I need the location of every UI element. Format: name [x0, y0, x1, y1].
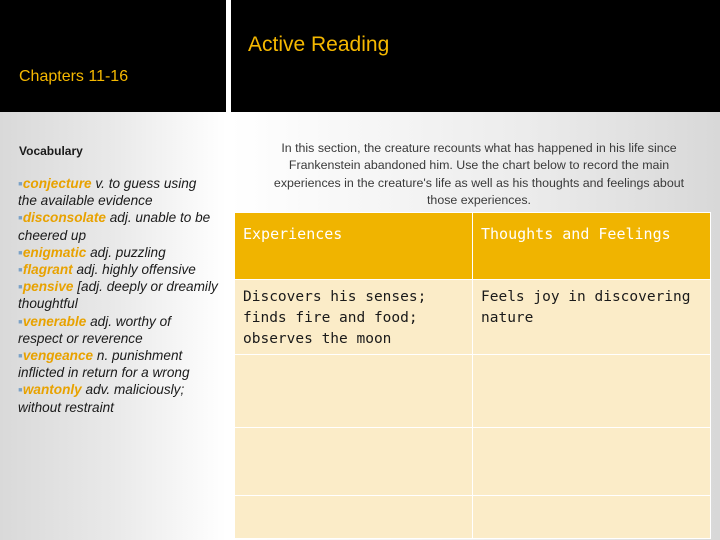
vocab-definition: v. to guess using the available evidence	[18, 176, 197, 209]
vocab-word: vengeance	[22, 348, 94, 364]
bullet-icon: ▪	[18, 313, 23, 329]
bullet-icon: ▪	[18, 382, 23, 398]
experience-cell[interactable]	[235, 355, 473, 428]
vocab-definition: n. punishment inflicted in return for a wrong	[18, 348, 190, 381]
table-row	[235, 428, 711, 496]
feelings-cell[interactable]	[473, 355, 711, 428]
bullet-icon: ▪	[18, 279, 23, 295]
header-band-left	[0, 0, 226, 112]
experiences-chart	[234, 212, 711, 539]
bullet-icon: ▪	[18, 176, 23, 191]
vocab-word: wantonly	[22, 382, 82, 398]
page-title: Active Reading	[248, 33, 390, 56]
experience-cell[interactable]	[235, 496, 473, 539]
table-row	[235, 355, 711, 428]
bullet-icon: ▪	[18, 244, 23, 260]
vocab-definition: [adj. deeply or dreamily thoughtful	[18, 279, 218, 312]
bullet-icon: ▪	[18, 348, 23, 364]
vocab-item	[18, 347, 218, 381]
feelings-cell[interactable]	[473, 496, 711, 539]
bullet-icon: ▪	[18, 262, 23, 278]
vocab-definition: adj. unable to be cheered up	[18, 210, 211, 243]
table-row	[235, 496, 711, 539]
vocab-item	[18, 244, 218, 261]
experience-cell[interactable]: Discovers his senses; finds fire and food; observes the moon	[235, 280, 473, 355]
vocabulary-list	[18, 175, 218, 416]
vocab-definition: adj. puzzling	[86, 244, 166, 260]
vocab-item	[18, 261, 218, 278]
experience-cell[interactable]	[235, 428, 473, 496]
vocab-definition: adj. worthy of respect or reverence	[18, 313, 171, 346]
chapters-subtitle: Chapters 11-16	[19, 68, 129, 85]
feelings-cell[interactable]: Feels joy in discovering nature	[473, 280, 711, 355]
chart-header-row	[235, 213, 711, 280]
vocabulary-heading: Vocabulary	[19, 144, 83, 158]
header-thoughts-feelings: Thoughts and Feelings	[473, 213, 711, 280]
vocab-definition: adj. highly offensive	[72, 262, 196, 278]
vocab-definition: adv. maliciously; without restraint	[18, 382, 185, 415]
instructions-text: In this section, the creature recounts what has happened in his life since Frankenstein abandoned him. Use the chart below to record the main experiences in the creature's life as well as his thoughts and feelings about those experiences.	[273, 141, 685, 208]
vocab-word: venerable	[22, 313, 87, 329]
vocab-item	[18, 209, 218, 243]
vocab-word: pensive	[22, 279, 74, 295]
vocab-word: enigmatic	[22, 244, 87, 260]
vocab-word: flagrant	[22, 262, 73, 278]
table-row	[235, 280, 711, 355]
vocab-item	[18, 278, 218, 312]
vocab-item	[18, 175, 218, 209]
vocab-word: conjecture	[22, 176, 92, 191]
vocab-item	[18, 381, 218, 415]
header-experiences: Experiences	[235, 213, 473, 280]
vocab-word: disconsolate	[22, 210, 106, 226]
vocab-item	[18, 313, 218, 347]
feelings-cell[interactable]	[473, 428, 711, 496]
bullet-icon: ▪	[18, 210, 23, 226]
